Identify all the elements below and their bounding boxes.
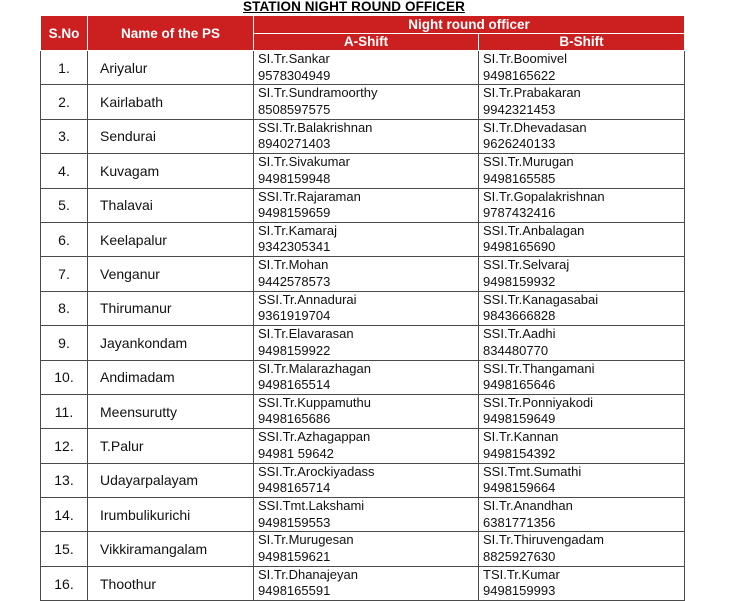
table-row [41,532,685,566]
header-b-shift: B-Shift [479,34,685,51]
a-shift-officer: SSI.Tr.Kuppamuthu [258,394,371,410]
b-shift-phone: 9498159993 [483,583,556,599]
b-shift-phone: 6381771356 [483,514,556,530]
cell-sno: 8. [41,291,88,325]
cell-ps-name: T.Palur [88,429,254,463]
a-shift-officer: SI.Tr.Elavarasan [258,326,354,342]
cell-a-shift [254,222,479,256]
cell-b-shift [479,394,685,428]
b-shift-phone: 9498165622 [483,67,556,83]
a-shift-phone: 9578304949 [258,67,331,83]
a-shift-phone: 9498165686 [258,411,331,427]
cell-a-shift [254,51,479,85]
a-shift-officer: SI.Tr.Dhanajeyan [258,566,358,582]
b-shift-officer: SI.Tr.Thiruvengadam [483,532,604,548]
cell-ps-name: Thoothur [88,566,254,600]
cell-b-shift [479,532,685,566]
cell-ps-name: Andimadam [88,360,254,394]
a-shift-phone: 94981 59642 [258,445,334,461]
b-shift-officer: SSI.Tr.Ponniyakodi [483,394,594,410]
cell-b-shift [479,566,685,600]
a-shift-phone: 9442578573 [258,273,331,289]
cell-sno: 1. [41,51,88,85]
cell-b-shift [479,326,685,360]
cell-sno: 11. [41,394,88,428]
b-shift-phone: 9942321453 [483,101,556,117]
b-shift-phone: 9498165690 [483,239,556,255]
table-row [41,394,685,428]
cell-ps-name: Udayarpalayam [88,463,254,497]
b-shift-officer: SI.Tr.Kannan [483,429,559,445]
a-shift-officer: SSI.Tr.Arockiyadass [258,463,375,479]
cell-a-shift [254,532,479,566]
cell-ps-name: Vikkiramangalam [88,532,254,566]
cell-b-shift [479,119,685,153]
cell-b-shift [479,188,685,222]
a-shift-officer: SI.Tr.Murugesan [258,532,354,548]
a-shift-phone: 8940271403 [258,136,331,152]
a-shift-phone: 9498159621 [258,548,331,564]
a-shift-officer: SI.Tr.Malarazhagan [258,360,371,376]
table-row [41,51,685,85]
a-shift-phone: 9498165514 [258,377,331,393]
a-shift-phone: 9361919704 [258,308,331,324]
header-night-round-officer: Night round officer [254,16,685,34]
header-a-shift: A-Shift [254,34,479,51]
a-shift-officer: SI.Tr.Sundramoorthy [258,85,378,101]
cell-sno: 16. [41,566,88,600]
cell-b-shift [479,498,685,532]
b-shift-officer: SI.Tr.Dhevadasan [483,119,587,135]
cell-b-shift [479,257,685,291]
b-shift-officer: SSI.Tr.Murugan [483,154,574,170]
b-shift-phone: 9498165646 [483,377,556,393]
b-shift-officer: SI.Tr.Boomivel [483,51,568,66]
b-shift-phone: 9498165585 [483,170,556,186]
night-round-table [40,15,685,601]
cell-sno: 7. [41,257,88,291]
cell-a-shift [254,463,479,497]
a-shift-officer: SSI.Tr.Azhagappan [258,429,371,445]
cell-ps-name: Kairlabath [88,85,254,119]
cell-a-shift [254,360,479,394]
cell-ps-name: Keelapalur [88,222,254,256]
cell-sno: 5. [41,188,88,222]
b-shift-officer: SI.Tr.Prabakaran [483,85,581,101]
table-row [41,85,685,119]
a-shift-officer: SSI.Tr.Annadurai [258,291,357,307]
b-shift-phone: 9498159649 [483,411,556,427]
cell-a-shift [254,394,479,428]
cell-sno: 4. [41,154,88,188]
b-shift-phone: 834480770 [483,342,549,358]
cell-sno: 10. [41,360,88,394]
a-shift-phone: 9498159948 [258,170,331,186]
a-shift-officer: SI.Tr.Mohan [258,257,329,273]
cell-ps-name: Jayankondam [88,326,254,360]
cell-sno: 13. [41,463,88,497]
cell-ps-name: Kuvagam [88,154,254,188]
b-shift-phone: 8825927630 [483,548,556,564]
table-row [41,498,685,532]
b-shift-officer: SSI.Tr.Aadhi [483,326,556,342]
cell-ps-name: Venganur [88,257,254,291]
b-shift-officer: SSI.Tmt.Sumathi [483,463,582,479]
cell-ps-name: Ariyalur [88,51,254,85]
cell-sno: 9. [41,326,88,360]
cell-a-shift [254,429,479,463]
cell-a-shift [254,326,479,360]
a-shift-officer: SSI.Tr.Rajaraman [258,188,361,204]
cell-sno: 14. [41,498,88,532]
a-shift-phone: 9498159553 [258,514,331,530]
cell-b-shift [479,463,685,497]
table-row [41,188,685,222]
a-shift-phone: 9498159922 [258,342,331,358]
cell-a-shift [254,566,479,600]
a-shift-phone: 9342305341 [258,239,331,255]
table-header [41,16,685,51]
cell-ps-name: Meensurutty [88,394,254,428]
b-shift-phone: 9787432416 [483,205,556,221]
cell-ps-name: Sendurai [88,119,254,153]
b-shift-officer: TSI.Tr.Kumar [483,566,560,582]
cell-b-shift [479,154,685,188]
a-shift-officer: SI.Tr.Sivakumar [258,154,350,170]
table-row [41,119,685,153]
b-shift-officer: SI.Tr.Anandhan [483,498,573,514]
cell-b-shift [479,429,685,463]
page-title: STATION NIGHT ROUND OFFICER [243,0,465,14]
header-ps-name: Name of the PS [88,16,254,51]
a-shift-phone: 8508597575 [258,101,331,117]
table-row [41,360,685,394]
cell-b-shift [479,360,685,394]
b-shift-officer: SSI.Tr.Anbalagan [483,222,585,238]
cell-ps-name: Thirumanur [88,291,254,325]
a-shift-officer: SI.Tr.Sankar [258,51,330,66]
table-row [41,566,685,600]
a-shift-officer: SI.Tr.Kamaraj [258,222,337,238]
b-shift-officer: SSI.Tr.Thangamani [483,360,595,376]
cell-a-shift [254,119,479,153]
table-row [41,429,685,463]
b-shift-phone: 9498159932 [483,273,556,289]
cell-sno: 3. [41,119,88,153]
cell-ps-name: Thalavai [88,188,254,222]
table-row [41,257,685,291]
cell-a-shift [254,188,479,222]
table-row [41,463,685,497]
b-shift-phone: 9843666828 [483,308,556,324]
cell-sno: 15. [41,532,88,566]
table-row [41,291,685,325]
cell-sno: 12. [41,429,88,463]
table-row [41,222,685,256]
b-shift-officer: SI.Tr.Gopalakrishnan [483,188,605,204]
a-shift-phone: 9498165591 [258,583,331,599]
cell-b-shift [479,222,685,256]
cell-b-shift [479,85,685,119]
b-shift-officer: SSI.Tr.Kanagasabai [483,291,599,307]
b-shift-phone: 9626240133 [483,136,556,152]
b-shift-phone: 9498154392 [483,445,556,461]
b-shift-officer: SSI.Tr.Selvaraj [483,257,570,273]
a-shift-phone: 9498165714 [258,480,331,496]
table-body [41,51,685,601]
cell-a-shift [254,85,479,119]
cell-a-shift [254,498,479,532]
cell-a-shift [254,291,479,325]
a-shift-officer: SSI.Tmt.Lakshami [258,498,365,514]
cell-ps-name: Irumbulikurichi [88,498,254,532]
cell-a-shift [254,154,479,188]
cell-sno: 2. [41,85,88,119]
table-row [41,154,685,188]
cell-a-shift [254,257,479,291]
header-sno: S.No [41,16,88,51]
cell-b-shift [479,51,685,85]
cell-sno: 6. [41,222,88,256]
a-shift-phone: 9498159659 [258,205,331,221]
b-shift-phone: 9498159664 [483,480,556,496]
table-row [41,326,685,360]
a-shift-officer: SSI.Tr.Balakrishnan [258,119,373,135]
cell-b-shift [479,291,685,325]
